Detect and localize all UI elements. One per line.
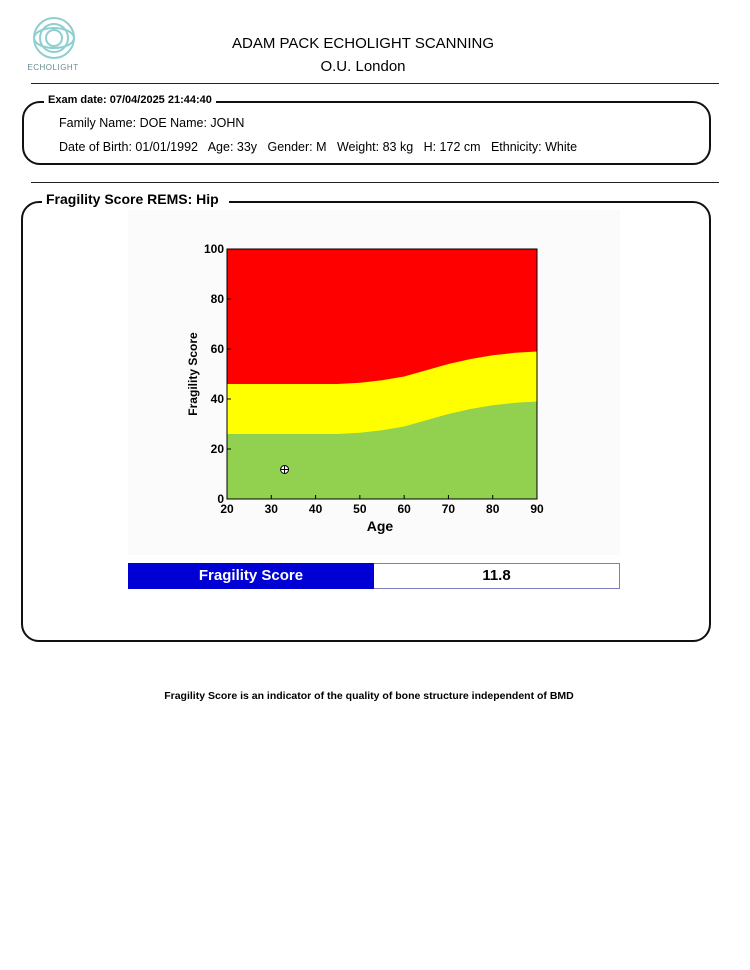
x-tick-label: 30 (264, 502, 278, 516)
exam-date: Exam date: 07/04/2025 21:44:40 (44, 93, 216, 107)
score-label: Fragility Score (128, 563, 374, 589)
x-tick-label: 70 (441, 502, 456, 516)
y-tick-label: 0 (217, 492, 224, 506)
section-title: Fragility Score REMS: Hip (42, 191, 229, 208)
y-tick-label: 40 (210, 392, 224, 406)
y-axis-label: Fragility Score (186, 332, 200, 416)
report-subtitle: O.U. London (320, 58, 406, 75)
y-tick-label: 100 (203, 242, 224, 256)
y-tick-label: 80 (210, 292, 224, 306)
footnote: Fragility Score is an indicator of the quality of bone structure independent of BMD (164, 690, 574, 702)
logo-text: ECHOLIGHT (27, 63, 79, 72)
x-tick-label: 60 (397, 502, 411, 516)
x-tick-label: 40 (308, 502, 323, 516)
patient-name: Family Name: DOE Name: JOHN (59, 116, 245, 130)
x-tick-label: 90 (530, 502, 544, 516)
x-tick-label: 50 (353, 502, 367, 516)
x-axis-label: Age (366, 518, 394, 534)
x-tick-label: 80 (486, 502, 500, 516)
patient-details: Date of Birth: 01/01/1992 Age: 33y Gender: M Weight: 83 kg H: 172 cm Ethnicity: White (59, 140, 578, 154)
score-value: 11.8 (374, 563, 620, 589)
y-tick-label: 20 (210, 442, 224, 456)
y-tick-label: 60 (210, 342, 224, 356)
report-title: ADAM PACK ECHOLIGHT SCANNING (232, 35, 494, 52)
x-tick-label: 20 (220, 502, 234, 516)
